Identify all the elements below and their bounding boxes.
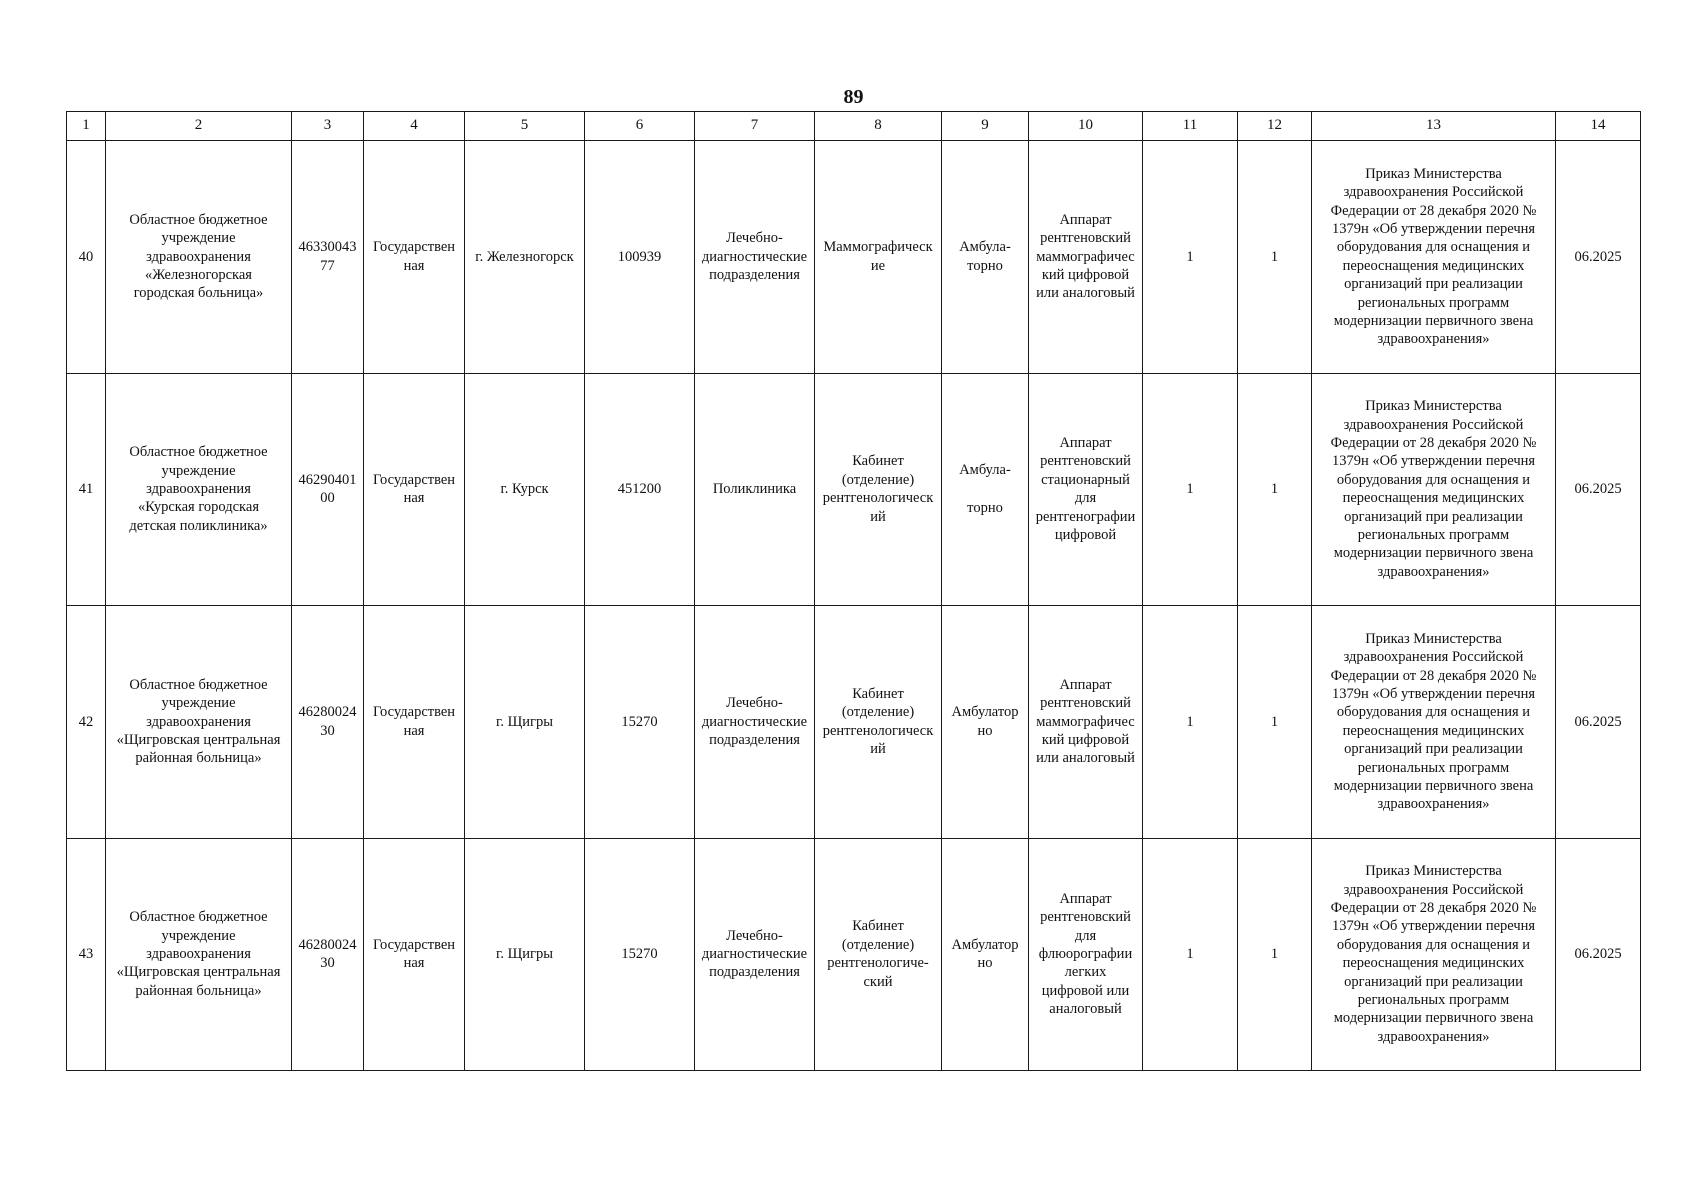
cell-line: Областное бюджетное (129, 909, 268, 926)
column-number-8: 8 (815, 112, 942, 141)
cell-line: диагностические (701, 946, 808, 963)
cell-line: Лечебно- (726, 927, 783, 944)
equipment-cell (1029, 838, 1143, 1071)
table-row (67, 141, 1641, 374)
quantity-cell: 1 (1143, 606, 1238, 839)
column-number-9: 9 (942, 112, 1029, 141)
row-number-cell: 43 (67, 838, 106, 1071)
cell-line: для (1074, 927, 1097, 944)
cell-line: региональных программ (1357, 759, 1510, 776)
quantity-cell: 1 (1143, 141, 1238, 374)
cell-line: рентгенографии (1035, 508, 1136, 525)
cell-line: Областное бюджетное (129, 211, 268, 228)
cell-line: рентгеновский (1040, 453, 1131, 470)
unit-cell (815, 141, 942, 374)
cell-line: Федерации от 28 декабря 2020 № (1330, 202, 1537, 219)
cell-line: рентгеновский (1040, 230, 1131, 247)
row-number-cell: 40 (67, 141, 106, 374)
location-cell: г. Щигры (465, 606, 585, 839)
institution-cell (106, 373, 292, 606)
cell-line: диагностические (701, 713, 808, 730)
cell-line: здравоохранения (146, 713, 251, 730)
cell-line: Аппарат (1059, 890, 1112, 907)
cell-line: Кабинет (852, 918, 904, 935)
equipment-cell (1029, 373, 1143, 606)
cell-line: переоснащения медицинских (1342, 490, 1525, 507)
cell-line: стационарный (1041, 471, 1130, 488)
institution-cell (106, 838, 292, 1071)
cell-line: здравоохранения (146, 946, 251, 963)
cell-line: Приказ Министерства (1365, 398, 1502, 415)
population-cell: 100939 (585, 141, 695, 374)
cell-line: Государствен (372, 704, 456, 721)
date-cell: 06.2025 (1556, 141, 1641, 374)
cell-line: районная больница» (135, 750, 262, 767)
ownership-cell (364, 606, 465, 839)
legal-basis-cell (1312, 373, 1556, 606)
column-number-row (67, 112, 1641, 141)
cell-line: Федерации от 28 декабря 2020 № (1330, 667, 1537, 684)
cell-line: оборудования для оснащения и (1336, 239, 1531, 256)
column-number-14: 14 (1556, 112, 1641, 141)
cell-line: диагностические (701, 248, 808, 265)
cell-line: организаций при реализации (1344, 973, 1523, 990)
cell-line: Кабинет (852, 453, 904, 470)
division-cell (695, 606, 815, 839)
cell-line: 46290401 (298, 471, 357, 488)
cell-line: организаций при реализации (1344, 508, 1523, 525)
cell-line: ная (403, 490, 425, 507)
cell-line: Кабинет (852, 685, 904, 702)
cell-line: 00 (320, 490, 335, 507)
cell-line: кий цифровой (1041, 731, 1130, 748)
column-number-4: 4 (364, 112, 465, 141)
cell-line: Амбула- (959, 239, 1011, 256)
cell-line: «Щигровская центральная (116, 964, 281, 981)
population-cell: 15270 (585, 838, 695, 1071)
cell-line: здравоохранения (146, 481, 251, 498)
ownership-cell (364, 141, 465, 374)
unit-cell (815, 373, 942, 606)
cell-line: организаций при реализации (1344, 741, 1523, 758)
cell-line: здравоохранения Российской (1343, 881, 1524, 898)
cell-line: ная (403, 722, 425, 739)
cell-line: Приказ Министерства (1365, 165, 1502, 182)
legal-basis-cell (1312, 141, 1556, 374)
cell-line: детская поликлиника» (129, 517, 268, 534)
cell-line: (отделение) (841, 936, 915, 953)
cell-line: маммографичес (1036, 248, 1135, 265)
cell-line: Областное бюджетное (129, 444, 268, 461)
cell-line: Приказ Министерства (1365, 863, 1502, 880)
cell-line: Государствен (372, 936, 456, 953)
cell-line: 30 (320, 955, 335, 972)
cell-line: 1379н «Об утверждении перечня (1331, 918, 1536, 935)
table-row (67, 373, 1641, 606)
cell-line: ий (870, 741, 886, 758)
cell-line: флюорографии (1038, 946, 1133, 963)
cell-line: переоснащения медицинских (1342, 955, 1525, 972)
code-cell (292, 838, 364, 1071)
division-cell (695, 838, 815, 1071)
date-cell: 06.2025 (1556, 838, 1641, 1071)
cell-line: модернизации первичного звена (1333, 777, 1534, 794)
cell-line: оборудования для оснащения и (1336, 471, 1531, 488)
cell-line: здравоохранения» (1377, 563, 1490, 580)
cell-line: 30 (320, 722, 335, 739)
population-cell: 451200 (585, 373, 695, 606)
ownership-cell (364, 373, 465, 606)
cell-line: городская больница» (133, 285, 264, 302)
location-cell: г. Железногорск (465, 141, 585, 374)
cell-line: легких (1064, 964, 1107, 981)
page-number: 89 (843, 86, 864, 108)
equipment-cell (1029, 606, 1143, 839)
legal-basis-cell (1312, 606, 1556, 839)
cell-line: учреждение (161, 927, 236, 944)
cell-line: торно (967, 500, 1003, 517)
cell-line: 77 (320, 257, 335, 274)
cell-line: цифровой или (1041, 982, 1130, 999)
cell-line: ная (403, 955, 425, 972)
cell-line: модернизации первичного звена (1333, 1010, 1534, 1027)
cell-line: (отделение) (841, 471, 915, 488)
cell-line: Амбулатор (951, 704, 1019, 721)
cell-line: 46330043 (298, 239, 357, 256)
cell-line: модернизации первичного звена (1333, 545, 1534, 562)
column-number-13: 13 (1312, 112, 1556, 141)
cell-line: подразделения (709, 731, 800, 748)
cell-line: 1379н «Об утверждении перечня (1331, 453, 1536, 470)
cell-line: переоснащения медицинских (1342, 722, 1525, 739)
cell-line: Амбула- (959, 461, 1011, 478)
cell-line: Федерации от 28 декабря 2020 № (1330, 435, 1537, 452)
care-type-cell (942, 606, 1029, 839)
cell-line: учреждение (161, 462, 236, 479)
cell-line: ная (403, 257, 425, 274)
cell-line: Амбулатор (951, 936, 1019, 953)
location-cell: г. Курск (465, 373, 585, 606)
care-type-cell (942, 373, 1029, 606)
cell-line: подразделения (709, 266, 800, 283)
legal-basis-cell (1312, 838, 1556, 1071)
cell-line: рентгеновский (1040, 909, 1131, 926)
table-row (67, 838, 1641, 1071)
cell-line: переоснащения медицинских (1342, 257, 1525, 274)
cell-line: 46280024 (298, 704, 357, 721)
cell-line: учреждение (161, 230, 236, 247)
cell-line: здравоохранения» (1377, 796, 1490, 813)
table-row (67, 606, 1641, 839)
ownership-cell (364, 838, 465, 1071)
institution-cell (106, 141, 292, 374)
cell-line: районная больница» (135, 982, 262, 999)
unit-cell (815, 838, 942, 1071)
division-cell (695, 373, 815, 606)
cell-line: Приказ Министерства (1365, 630, 1502, 647)
quantity-total-cell: 1 (1238, 141, 1312, 374)
column-number-5: 5 (465, 112, 585, 141)
cell-line: Федерации от 28 декабря 2020 № (1330, 900, 1537, 917)
cell-line: рентгенологическ (822, 722, 934, 739)
cell-line: подразделения (709, 964, 800, 981)
cell-line: здравоохранения» (1377, 1028, 1490, 1045)
cell-line: здравоохранения Российской (1343, 416, 1524, 433)
cell-line: Государствен (372, 471, 456, 488)
cell-line: но (977, 722, 993, 739)
cell-line: оборудования для оснащения и (1336, 704, 1531, 721)
cell-line: здравоохранения Российской (1343, 649, 1524, 666)
cell-line: для (1074, 490, 1097, 507)
quantity-total-cell: 1 (1238, 606, 1312, 839)
cell-line: организаций при реализации (1344, 276, 1523, 293)
cell-line: но (977, 955, 993, 972)
cell-line: рентгеновский (1040, 695, 1131, 712)
quantity-total-cell: 1 (1238, 373, 1312, 606)
cell-line: Лечебно- (726, 230, 783, 247)
cell-line: 1379н «Об утверждении перечня (1331, 220, 1536, 237)
cell-line: Аппарат (1059, 211, 1112, 228)
cell-line: ие (870, 257, 886, 274)
cell-line: региональных программ (1357, 992, 1510, 1009)
cell-line: оборудования для оснащения и (1336, 936, 1531, 953)
code-cell (292, 141, 364, 374)
quantity-cell: 1 (1143, 838, 1238, 1071)
cell-line: «Курская городская (138, 499, 259, 516)
cell-line: или аналоговый (1036, 285, 1135, 302)
cell-line: Аппарат (1059, 676, 1112, 693)
cell-line: ий (870, 508, 886, 525)
care-type-cell (942, 838, 1029, 1071)
cell-line: Областное бюджетное (129, 676, 268, 693)
date-cell: 06.2025 (1556, 373, 1641, 606)
cell-line: или аналоговый (1036, 750, 1135, 767)
cell-line: (отделение) (841, 704, 915, 721)
location-cell: г. Щигры (465, 838, 585, 1071)
cell-line: «Железногорская (145, 266, 252, 283)
cell-line: торно (967, 257, 1003, 274)
cell-line: здравоохранения» (1377, 331, 1490, 348)
column-number-12: 12 (1238, 112, 1312, 141)
unit-cell (815, 606, 942, 839)
equipment-cell (1029, 141, 1143, 374)
cell-line: рентгенологическ (822, 490, 934, 507)
code-cell (292, 373, 364, 606)
cell-line: 46280024 (298, 936, 357, 953)
division-cell (695, 141, 815, 374)
cell-line: учреждение (161, 695, 236, 712)
code-cell (292, 606, 364, 839)
cell-line: здравоохранения Российской (1343, 184, 1524, 201)
column-number-11: 11 (1143, 112, 1238, 141)
cell-line: Поликлиника (712, 481, 797, 498)
column-number-1: 1 (67, 112, 106, 141)
row-number-cell: 41 (67, 373, 106, 606)
column-number-2: 2 (106, 112, 292, 141)
quantity-total-cell: 1 (1238, 838, 1312, 1071)
cell-line: «Щигровская центральная (116, 731, 281, 748)
institution-cell (106, 606, 292, 839)
cell-line: кий цифровой (1041, 266, 1130, 283)
cell-line: 1379н «Об утверждении перечня (1331, 685, 1536, 702)
column-number-6: 6 (585, 112, 695, 141)
cell-line: маммографичес (1036, 713, 1135, 730)
date-cell: 06.2025 (1556, 606, 1641, 839)
equipment-table (66, 111, 1641, 1071)
cell-line: Государствен (372, 239, 456, 256)
cell-line: здравоохранения (146, 248, 251, 265)
care-type-cell (942, 141, 1029, 374)
column-number-10: 10 (1029, 112, 1143, 141)
cell-line: цифровой (1054, 527, 1117, 544)
cell-line: региональных программ (1357, 294, 1510, 311)
cell-line: Лечебно- (726, 695, 783, 712)
row-number-cell: 42 (67, 606, 106, 839)
cell-line: Маммографическ (823, 239, 933, 256)
column-number-7: 7 (695, 112, 815, 141)
cell-line: аналоговый (1049, 1001, 1122, 1018)
quantity-cell: 1 (1143, 373, 1238, 606)
population-cell: 15270 (585, 606, 695, 839)
cell-line: модернизации первичного звена (1333, 312, 1534, 329)
column-number-3: 3 (292, 112, 364, 141)
cell-line: Аппарат (1059, 435, 1112, 452)
cell-line: рентгенологиче- (827, 955, 929, 972)
cell-line: региональных программ (1357, 527, 1510, 544)
cell-line: ский (863, 973, 893, 990)
